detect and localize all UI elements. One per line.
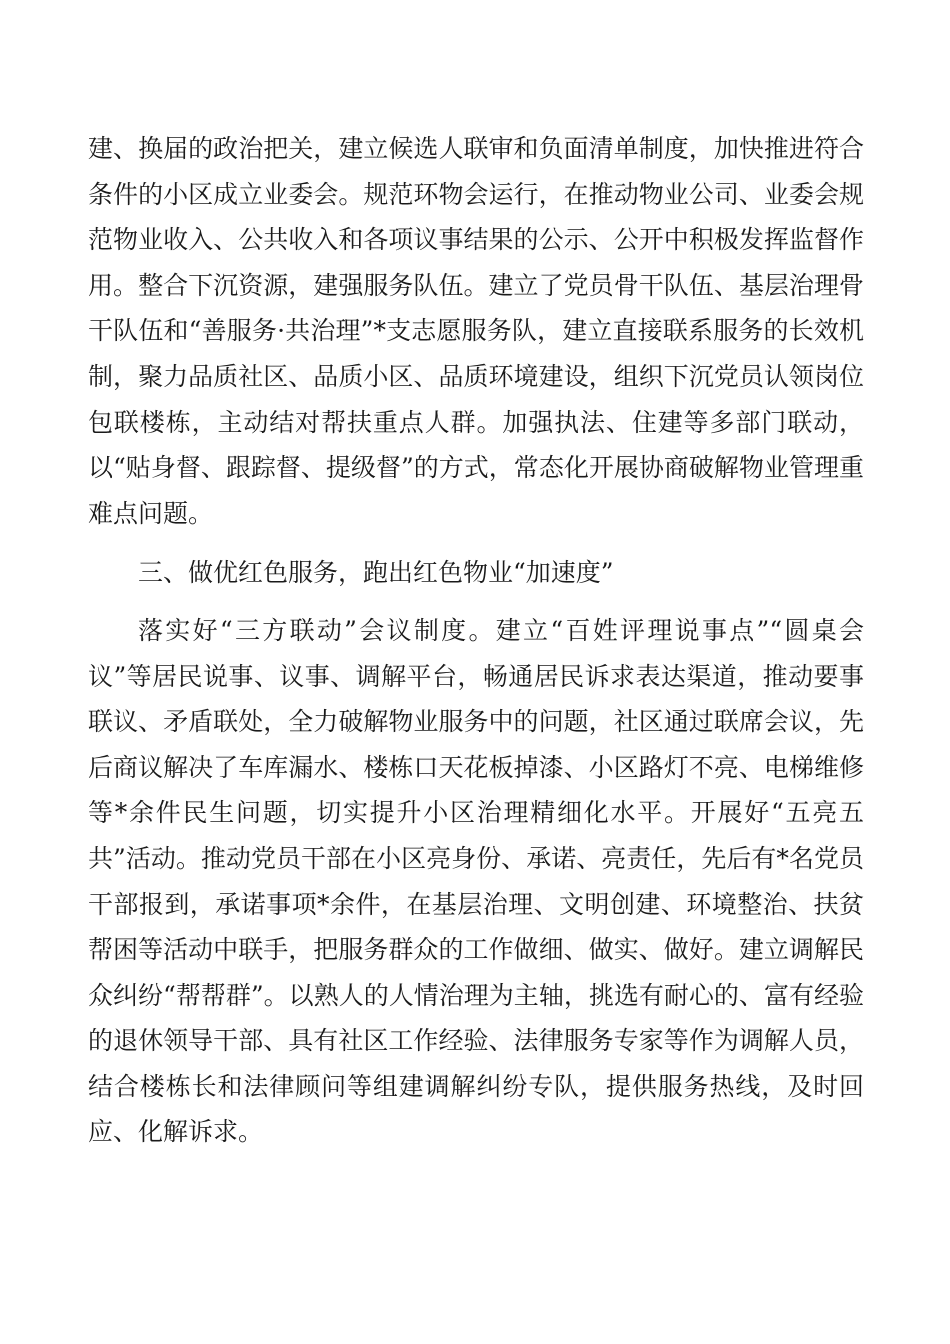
document-body xyxy=(88,126,864,1155)
continuation-paragraph: 建、换届的政治把关，建立候选人联审和负面清单制度，加快推进符合条件的小区成立业委会。规范环物会运行，在推动物业公司、业委会规范物业收入、公共收入和各项议事结果的公示、公开中积极发挥监督作用。整合下沉资源，建强服务队伍。建立了党员骨干队伍、基层治理骨干队伍和“善服务·共治理”*支志愿服务队，建立直接联系服务的长效机制，聚力品质社区、品质小区、品质环境建设，组织下沉党员认领岗位包联楼栋，主动结对帮扶重点人群。加强执法、住建等多部门联动，以“贴身督、跟踪督、提级督”的方式，常态化开展协商破解物业管理重难点问题。 xyxy=(88,134,864,528)
body-paragraph: 落实好“三方联动”会议制度。建立“百姓评理说事点”“圆桌会议”等居民说事、议事、调解平台，畅通居民诉求表达渠道，推动要事联议、矛盾联处，全力破解物业服务中的问题，社区通过联席会议，先后商议解决了车库漏水、楼栋口天花板掉漆、小区路灯不亮、电梯维修等*余件民生问题，切实提升小区治理精细化水平。开展好“五亮五共”活动。推动党员干部在小区亮身份、承诺、亮责任，先后有*名党员干部报到，承诺事项*余件，在基层治理、文明创建、环境整治、扶贫帮困等活动中联手，把服务群众的工作做细、做实、做好。建立调解民众纠纷“帮帮群”。以熟人的人情治理为主轴，挑选有耐心的、富有经验的退休领导干部、具有社区工作经验、法律服务专家等作为调解人员，结合楼栋长和法律顾问等组建调解纠纷专队，提供服务热线，及时回应、化解诉求。 xyxy=(88,615,864,1147)
section-heading: 三、做优红色服务，跑出红色物业“加速度” xyxy=(138,558,614,588)
